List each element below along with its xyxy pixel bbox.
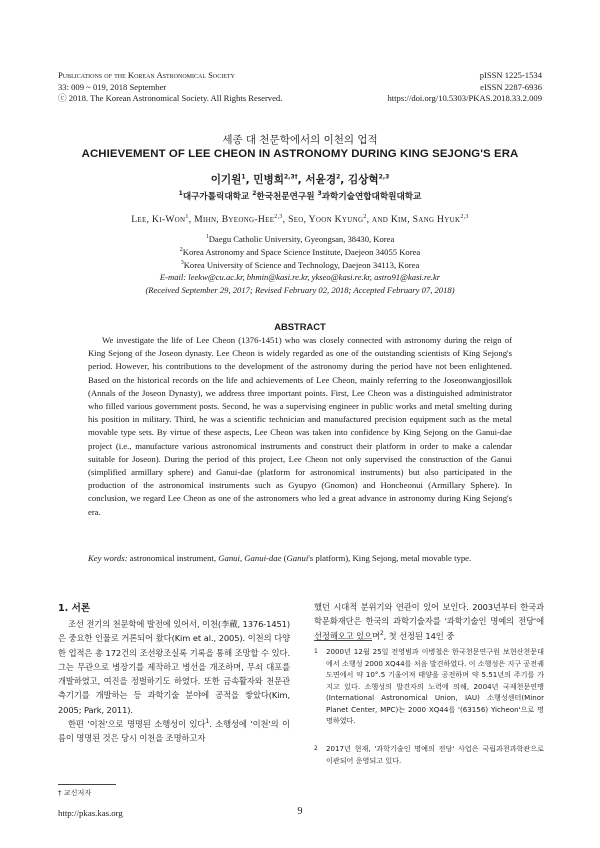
section-title: 1. 서론 — [58, 603, 91, 614]
affil-en-2-text: Korea Astronomy and Space Science Institute, Daejeon 34055 Korea — [182, 247, 421, 257]
footnote-1 — [314, 646, 544, 727]
affil-en-3-sup: 3 — [180, 260, 184, 267]
pissn: pISSN 1225-1534 — [479, 70, 542, 80]
author-ko-4-sup: 2,3 — [378, 173, 390, 181]
paragraph-1: 조선 전기의 천문학에 발전에 있어서, 이천(李蕆, 1376-1451)은 중요한 인물로 거론되어 왔다(Kim et al., 2005). 이천의 다양한 업적은 총 172건의 조선왕조실록 기록을 통해 조망할 수 있다. 그는 무관으로 병장기를 제작하고 병선을 개조하며, 무쇠 대포를 개발하였고, 여진을 정벌하기도 하였다. 또한 금속활자와 천문관측기기를 개발하는 등 과학기술 분야에 공적을 쌓았다(Kim, 2005; Park, 2011). — [58, 619, 290, 715]
title-korean: 세종 대 천문학에서의 이천의 업적 — [222, 134, 378, 146]
affiliations-korean — [0, 190, 600, 202]
footnote-divider-left — [58, 784, 116, 785]
author-en-3-sup: 2 — [363, 213, 367, 220]
author-en-1-sup: 1 — [185, 213, 189, 220]
abstract-body: We investigate the life of Lee Cheon (1376-1451) who was closely connected with astronomy during the reign of King Sejong of the Joseon dynasty. Lee Cheon is widely regarded as one of the outstanding scientists of King Sejong's period. However, his contributions to the development of the astronomy during the period have not been enlightened. Based on the historical records on the life and achievements of Lee Cheon, mainly referring to the Joseonwangjosillok (Annals of the Joseon Dynasty), we address three important points. First, Lee Cheon was a distinguished administrator who filled various government posts. Second, he was a supervising engineer in public works and metal smelting during his position in military. Third, he was a scientific technician and manufactured precision equipment such as the metal movable type sets. By virtue of these aspects, Lee Cheon was taken into confidence by King Sejong on the Ganui-dae project (i.e., manufacture various astronomical instruments and construct their platform in order to make a calendar suitable for Joseon). During the period of this project, Lee Cheon not only supervised the construction of the Ganui (simplified armillary sphere) and Ganui-dae (platform for astronomical instruments) but also participated in the production of the astronomical instruments such as Gyupyo (Gnomon) and Honcheonui (Armillary Sphere). In conclusion, we regard Lee Cheon as one of the astronomers who led a great advance in astronomy during King Sejong's era. — [88, 335, 512, 517]
author-en-4-sup: 2,3 — [460, 213, 469, 220]
affil-en-2 — [0, 246, 600, 258]
journal-header — [58, 70, 388, 105]
affil-ko-3-sup: 3 — [317, 190, 322, 198]
title-english: ACHIEVEMENT OF LEE CHEON IN ASTRONOMY DURING KING SEJONG'S ERA — [81, 148, 519, 160]
author-en-and: and — [372, 214, 389, 225]
keyword-ganui-2: Ganui — [286, 553, 309, 563]
author-emails: E-mail: leekw@cu.ac.kr, bhmin@kasi.re.kr, ykseo@kasi.re.kr, astro91@kasi.re.kr — [159, 272, 441, 282]
affil-en-3 — [0, 259, 600, 271]
affil-ko-1: 대구가톨릭대학교 — [182, 192, 250, 202]
authors-english: Lee, Ki-Won$^1$, Mihn, Byeong-Hee$^{2,3}$, Seo, Yoon Kyung$^2$, and Kim, Sang Hyuk$^{2,3}$ — [131, 213, 469, 225]
keyword-ganui: Ganui — [218, 553, 240, 563]
paragraph-2-a: 한편 '이천'으로 명명된 소행성이 있다 — [68, 719, 206, 730]
affil-en-2-sup: 2 — [179, 247, 183, 254]
affil-ko-3: 과학기술연합대학원대학교 — [321, 192, 422, 202]
keyword-rest: 's platform), King Sejong, metal movable type. — [308, 553, 472, 563]
affil-en-3-text: Korea University of Science and Technology, Daejeon 34113, Korea — [183, 260, 420, 270]
keyword-paren: ( — [281, 553, 287, 563]
affil-en-1-sup: 1 — [205, 234, 209, 241]
author-en-1: Lee, Ki-Won — [131, 214, 186, 225]
footnote-1-num: 1 — [314, 648, 318, 655]
keyword-sep: , — [239, 553, 245, 563]
abstract-heading: ABSTRACT — [274, 321, 326, 332]
right-text-b: , 첫 선정된 14인 중 — [383, 630, 455, 641]
affil-en-1-text: Daegu Catholic University, Gyeongsan, 38430, Korea — [208, 234, 395, 244]
keywords — [88, 552, 512, 565]
footnote-divider-right — [314, 640, 372, 641]
corresponding-author-note: † 교신저자 — [58, 788, 92, 797]
affil-en-1 — [0, 233, 600, 245]
author-ko-1: 이기원 — [210, 174, 242, 186]
author-ko-4: 김상혁 — [347, 174, 379, 186]
footnote-ref-1[interactable]: 1 — [205, 718, 210, 726]
right-text-a: 했던 시대적 분위기와 연관이 있어 보인다. 2003년부터 한국과학문화재단은 한국의 과학기술자를 '과학기술인 명예의 전당'에 선정해오고 있으며 — [314, 602, 544, 641]
footnote-2 — [314, 743, 544, 766]
journal-name: Publications of the Korean Astronomical Society — [58, 70, 235, 80]
footnote-1-text: 2000년 12월 25일 전영범과 이병철은 한국천문연구원 보현산천문대에서 소행성 2000 XQ44를 처음 발견하였다. 이 소행성은 지구 공전궤도면에서 약 10°.5 기울어져 태양을 공전하며 약 5.51년의 주기를 가지고 있다. 소행성의 발견자의 노력에 의해, 2004년 국제천문연맹(International Astronomical Union, IAU) 소행성센터(Minor Planet Center, MPC)는 2000 XQ44를 '(63156) Yicheon'으로 명명하였다. — [326, 647, 544, 725]
footnote-ref-2[interactable]: 2 — [379, 629, 384, 637]
doi-link[interactable]: https://doi.org/10.5303/PKAS.2018.33.2.009 — [387, 93, 542, 103]
author-ko-1-sup: 1 — [241, 173, 246, 181]
author-ko-2: 민병희 — [253, 174, 284, 186]
keyword-part: astronomical instrument, — [127, 553, 219, 563]
left-column — [58, 617, 290, 746]
footnote-2-num: 2 — [314, 745, 318, 752]
author-en-3: Seo, Yoon Kyung — [288, 214, 364, 225]
keywords-label: Key words: — [88, 553, 128, 563]
page-number: 9 — [297, 806, 303, 817]
author-ko-3: 서윤경 — [305, 174, 337, 186]
author-en-4: Kim, Sang Hyuk — [390, 214, 461, 225]
copyright: ⓒ 2018. The Korean Astronomical Society. All Rights Reserved. — [58, 93, 283, 103]
journal-issue: 33: 009 ~ 019, 2018 September — [58, 81, 167, 92]
author-ko-2-sup: 2,3† — [284, 173, 298, 181]
affil-ko-1-sup: 1 — [178, 190, 183, 198]
paragraph-2-b: . 소행성에 '이천'의 이름이 명명된 것은 당시 이천을 조명하고자 — [58, 719, 290, 744]
footnote-2-text: 2017년 현재, '과학기술인 명예의 전당' 사업은 국립과천과학관으로 이관되어 운영되고 있다. — [326, 744, 544, 765]
affil-ko-2-sup: 2 — [252, 190, 257, 198]
right-column — [314, 600, 544, 643]
eissn: eISSN 2287-6936 — [480, 81, 542, 92]
affil-ko-2: 한국천문연구원 — [256, 192, 315, 202]
footer-url[interactable]: http://pkas.kas.org — [58, 808, 123, 818]
authors-korean: 이기원$^1$, 민병희$^{2,3\dagger}$, 서윤경$^2$, 김상혁$^{2,3}$ — [210, 173, 390, 186]
issn-block — [342, 70, 542, 105]
received-dates: (Received September 29, 2017; Revised February 02, 2018; Accepted February 07, 2018) — [145, 285, 455, 295]
paragraph-2 — [58, 717, 290, 746]
author-en-2-sup: 2,3 — [274, 213, 283, 220]
author-ko-3-sup: 2 — [336, 173, 341, 181]
author-en-2: Mihn, Byeong-Hee — [194, 214, 275, 225]
keyword-ganui-dae: Ganui-dae — [244, 553, 282, 563]
